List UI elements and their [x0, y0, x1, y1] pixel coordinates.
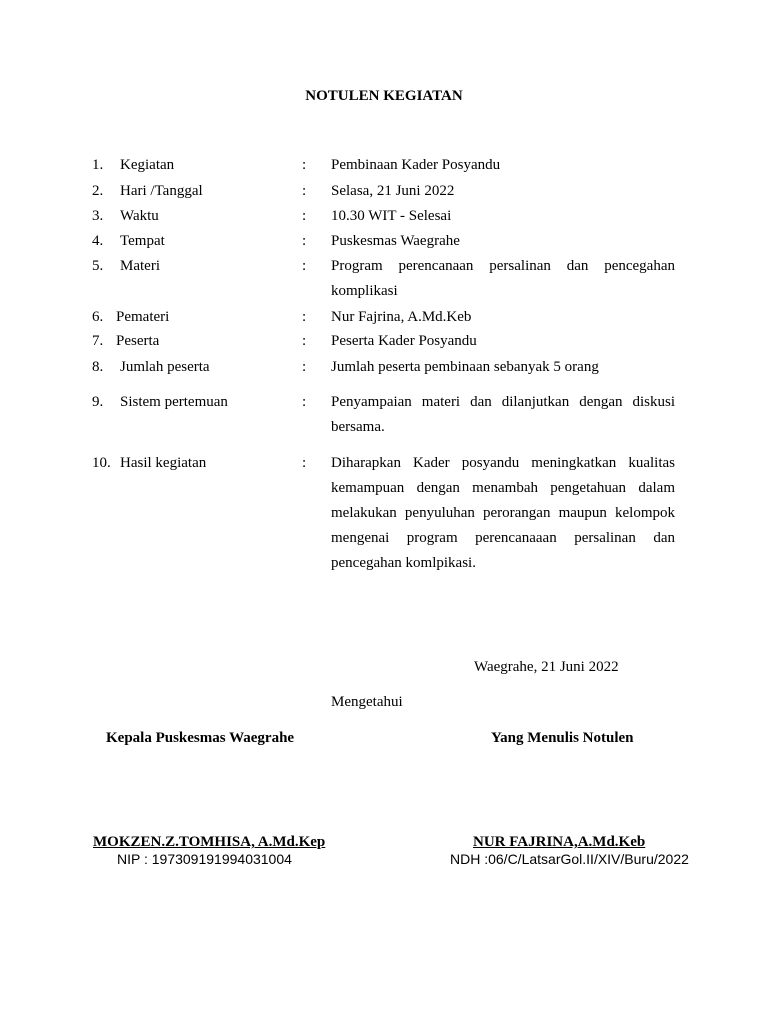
item-value: Penyampaian materi dan dilanjutkan dengan diskusi bersama.: [331, 394, 675, 435]
item-label: Tempat: [120, 233, 165, 249]
item-number: 1.: [92, 157, 104, 173]
item-number: 4.: [92, 233, 104, 249]
item-label: Sistem pertemuan: [120, 394, 228, 410]
item-value: Puskesmas Waegrahe: [331, 233, 460, 249]
item-value: Pembinaan Kader Posyandu: [331, 157, 501, 173]
item-label: Hasil kegiatan: [120, 455, 207, 471]
item-label: Kegiatan: [120, 157, 175, 173]
item-colon: :: [302, 258, 307, 274]
item-colon: :: [302, 309, 307, 325]
item-value: Nur Fajrina, A.Md.Keb: [331, 309, 472, 325]
item-number: 2.: [92, 183, 104, 199]
item-label: Waktu: [120, 208, 159, 224]
document-title: NOTULEN KEGIATAN: [305, 88, 463, 104]
item-number: 5.: [92, 258, 104, 274]
item-label: Materi: [120, 258, 160, 274]
item-number: 10.: [92, 455, 111, 471]
item-colon: :: [302, 359, 307, 375]
item-label: Pemateri: [116, 309, 170, 325]
item-colon: :: [302, 455, 307, 471]
acknowledged-label: Mengetahui: [331, 694, 403, 710]
item-number: 3.: [92, 208, 104, 224]
item-colon: :: [302, 333, 307, 349]
item-label: Hari /Tanggal: [120, 183, 203, 199]
item-value: Diharapkan Kader posyandu meningkatkan kualitas kemampuan dengan menambah pengetahuan dalam melakukan penyuluhan perorangan maupun kelompok mengenai program perencanaaan persalinan dan pencegahan komlpikasi.: [331, 455, 675, 571]
item-colon: :: [302, 208, 307, 224]
left-signatory-nip: NIP : 197309191994031004: [117, 851, 292, 867]
right-signatory-name: NUR FAJRINA,A.Md.Keb: [473, 834, 646, 850]
item-number: 7.: [92, 333, 104, 349]
item-colon: :: [302, 157, 307, 173]
item-number: 9.: [92, 394, 104, 410]
item-value: Selasa, 21 Juni 2022: [331, 183, 455, 199]
right-signatory-title: Yang Menulis Notulen: [491, 730, 634, 746]
item-value: Jumlah peserta pembinaan sebanyak 5 orang: [331, 359, 599, 375]
left-signatory-name: MOKZEN.Z.TOMHISA, A.Md.Kep: [93, 834, 326, 850]
item-label: Jumlah peserta: [120, 359, 210, 375]
place-date: Waegrahe, 21 Juni 2022: [474, 659, 619, 675]
item-value: 10.30 WIT - Selesai: [331, 208, 452, 224]
right-signatory-ndh: NDH :06/C/LatsarGol.II/XIV/Buru/2022: [450, 851, 689, 867]
item-value: Peserta Kader Posyandu: [331, 333, 477, 349]
item-number: 8.: [92, 359, 104, 375]
item-colon: :: [302, 183, 307, 199]
left-signatory-title: Kepala Puskesmas Waegrahe: [106, 730, 295, 746]
item-colon: :: [302, 394, 307, 410]
item-value: Program perencanaan persalinan dan pencegahan komplikasi: [331, 258, 675, 299]
item-colon: :: [302, 233, 307, 249]
item-label: Peserta: [116, 333, 160, 349]
item-number: 6.: [92, 309, 104, 325]
